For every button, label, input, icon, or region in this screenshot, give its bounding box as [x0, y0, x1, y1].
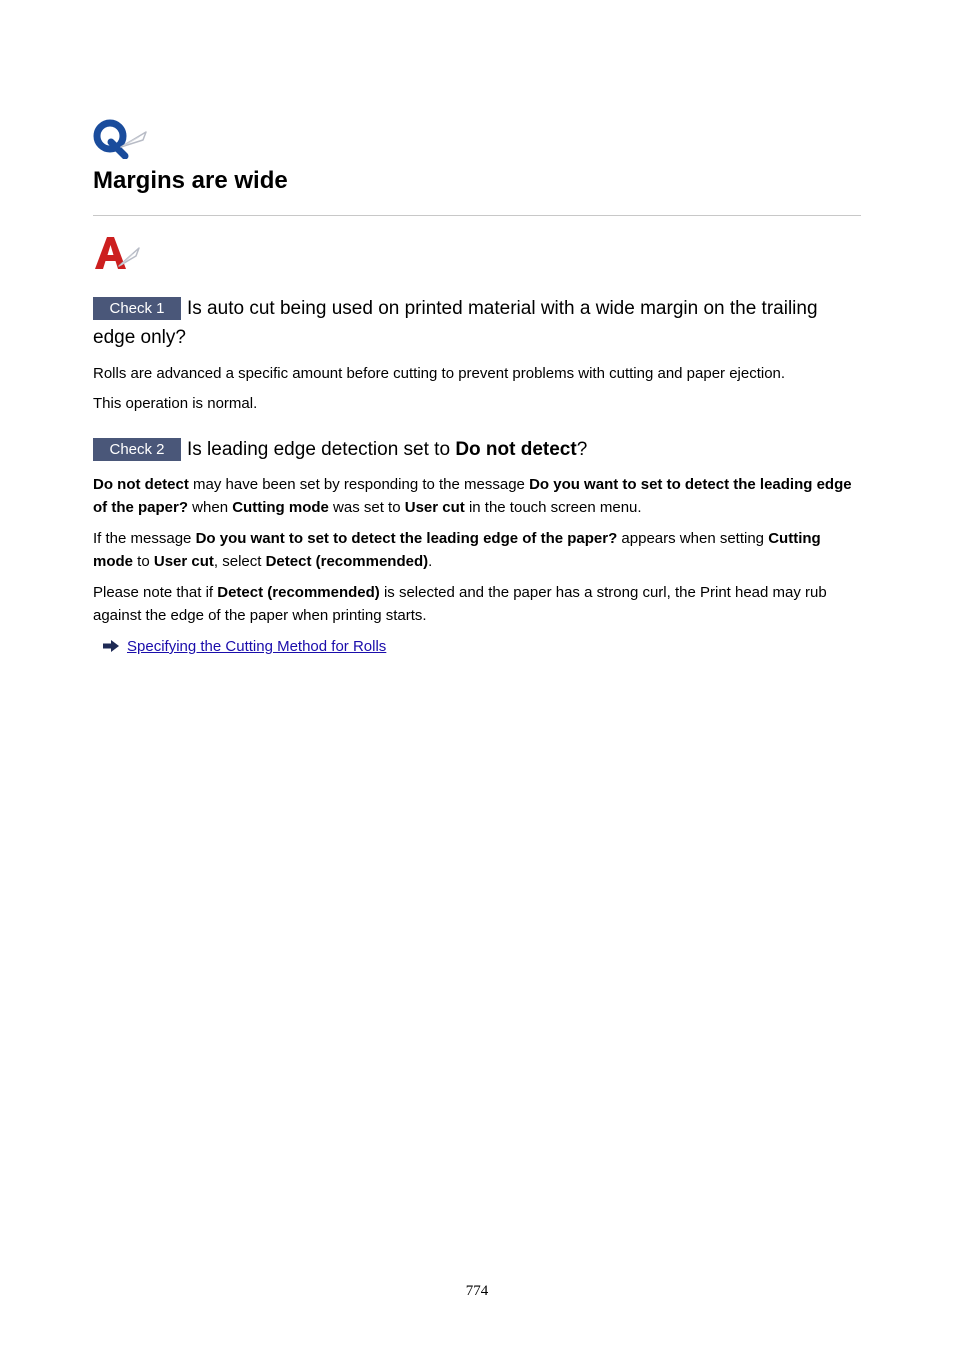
check-1-paragraph-1: Rolls are advanced a specific amount before cutting to prevent problems with cutting and paper ejection.: [93, 365, 786, 382]
setting-value: User cut: [404, 499, 465, 516]
message-text: Do you want to set to detect the leading edge of the paper?: [195, 530, 618, 547]
paragraph-text: may have been set by responding to the message: [188, 476, 530, 493]
paragraph-text: is selected and the paper has a strong curl, the Print head may rub against the edge of the paper when printing starts.: [93, 584, 827, 624]
paragraph-text: Please note that if: [93, 584, 218, 601]
setting-value: User cut: [153, 553, 214, 570]
paragraph-text: , select: [213, 553, 266, 570]
check-2-heading: [93, 435, 861, 464]
check-2-paragraph-3: [93, 581, 861, 627]
arrow-right-icon: [103, 640, 119, 652]
setting-name: Cutting mode: [93, 530, 821, 570]
related-link-row: [103, 635, 386, 658]
paragraph-text: in the touch screen menu.: [464, 499, 642, 516]
setting-name: Cutting mode: [232, 499, 329, 516]
q-icon: [93, 117, 149, 159]
check-1-badge: Check 1: [93, 297, 181, 320]
document-page: [93, 0, 861, 1350]
page-number: 774: [465, 1283, 489, 1299]
check-2-badge: Check 2: [93, 438, 181, 461]
paragraph-text: appears when setting: [617, 530, 769, 547]
paragraph-text: when: [188, 499, 233, 516]
setting-value: Detect (recommended): [265, 553, 429, 570]
divider: [93, 215, 861, 216]
check-2-question-end: ?: [576, 439, 588, 460]
a-icon: [93, 234, 141, 272]
check-1-heading: [93, 294, 861, 352]
cutting-method-link[interactable]: Specifying the Cutting Method for Rolls: [127, 638, 387, 655]
paragraph-text: If the message: [93, 530, 196, 547]
setting-name: Do not detect: [93, 476, 189, 493]
paragraph-text: to: [133, 553, 154, 570]
check-1-paragraph-2: This operation is normal.: [93, 395, 258, 412]
setting-value: Detect (recommended): [217, 584, 380, 601]
check-2-paragraph-2: [93, 527, 861, 573]
paragraph-text: .: [428, 553, 433, 570]
message-text: Do you want to set to detect the leading edge of the paper?: [93, 476, 852, 516]
check-2-question-text: Is leading edge detection set to: [187, 439, 456, 460]
check-2-paragraph-1: [93, 473, 861, 519]
check-1-question: Is auto cut being used on printed material with a wide margin on the trailing edge only?: [93, 298, 818, 348]
check-2-question-setting: Do not detect: [455, 439, 577, 460]
paragraph-text: was set to: [328, 499, 405, 516]
page-title: Margins are wide: [93, 167, 288, 194]
